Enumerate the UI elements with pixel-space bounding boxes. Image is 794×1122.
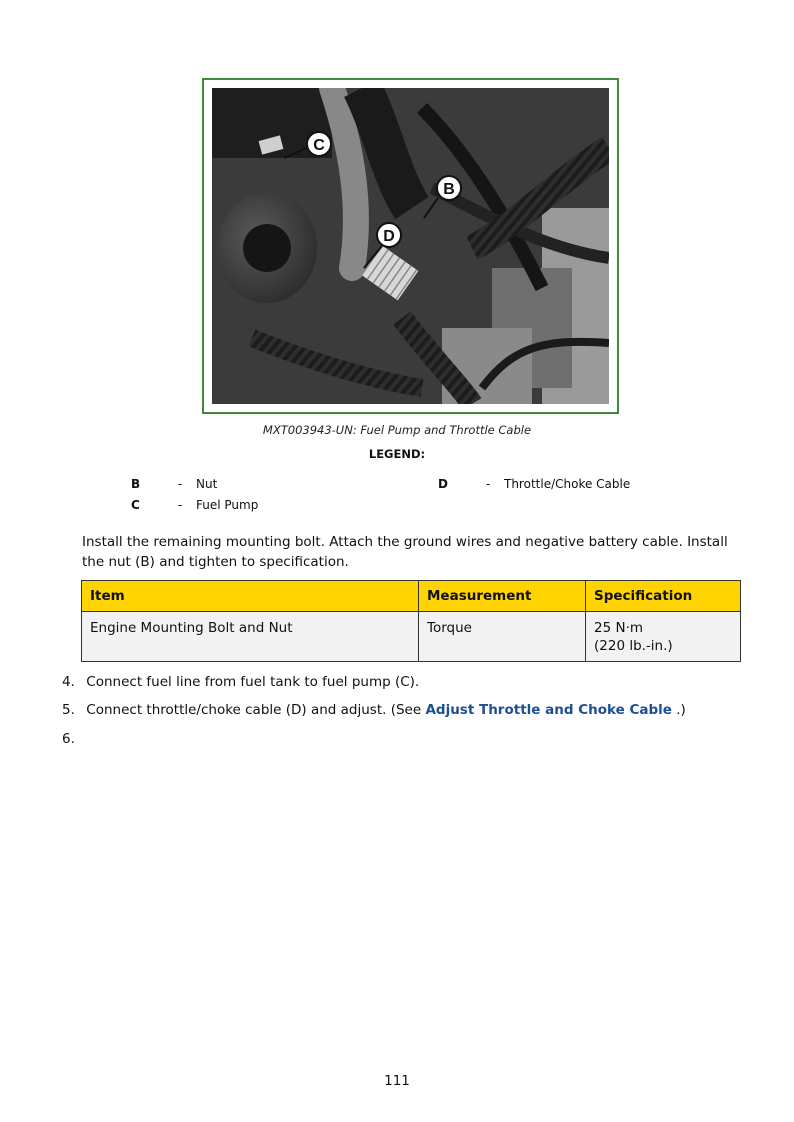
step-number: 5. <box>62 702 75 718</box>
legend-title: LEGEND: <box>368 447 426 461</box>
step-text: Connect fuel line from fuel tank to fuel pump (C). <box>86 674 420 690</box>
legend-dash: - <box>178 477 183 491</box>
cell-specification <box>586 612 741 662</box>
fuel-pump-photo <box>212 88 609 404</box>
header-specification: Specification <box>586 581 741 612</box>
step-number: 4. <box>62 674 75 690</box>
step-text-end: .) <box>671 702 686 718</box>
legend-dash: - <box>486 477 491 491</box>
instruction-paragraph: Install the remaining mounting bolt. Attach the ground wires and negative battery cable. Install the nut (B) and tighten to specification. <box>82 534 728 570</box>
header-item: Item <box>82 581 419 612</box>
step-number: 6. <box>62 731 75 747</box>
spec-value-imperial: (220 lb.-in.) <box>594 638 673 654</box>
cell-item: Engine Mounting Bolt and Nut <box>82 612 419 662</box>
step-4 <box>62 674 419 690</box>
step-text: Connect throttle/choke cable (D) and adjust. (See <box>86 702 426 718</box>
legend-label: Throttle/Choke Cable <box>504 477 631 491</box>
table-row <box>82 612 741 662</box>
legend-label: Fuel Pump <box>196 498 259 512</box>
table-header-row <box>82 581 741 612</box>
legend-letter: B <box>131 477 141 491</box>
header-measurement: Measurement <box>419 581 586 612</box>
spec-value-metric: 25 N·m <box>594 620 644 636</box>
adjust-throttle-choke-cable-link[interactable]: Adjust Throttle and Choke Cable <box>425 702 672 718</box>
svg-text:C: C <box>313 137 325 154</box>
figure-frame <box>202 78 619 414</box>
step-5 <box>62 702 686 718</box>
specification-table <box>81 580 741 662</box>
legend-letter: C <box>131 498 140 512</box>
legend-label: Nut <box>196 477 218 491</box>
cell-measurement: Torque <box>419 612 586 662</box>
svg-text:B: B <box>443 181 455 198</box>
page-number: 111 <box>384 1073 410 1089</box>
photo-illustration <box>212 88 609 404</box>
svg-text:D: D <box>383 228 395 245</box>
legend-dash: - <box>178 498 183 512</box>
legend-letter: D <box>438 477 448 491</box>
figure-caption: MXT003943-UN: Fuel Pump and Throttle Cable <box>262 423 532 437</box>
step-6 <box>62 731 82 747</box>
